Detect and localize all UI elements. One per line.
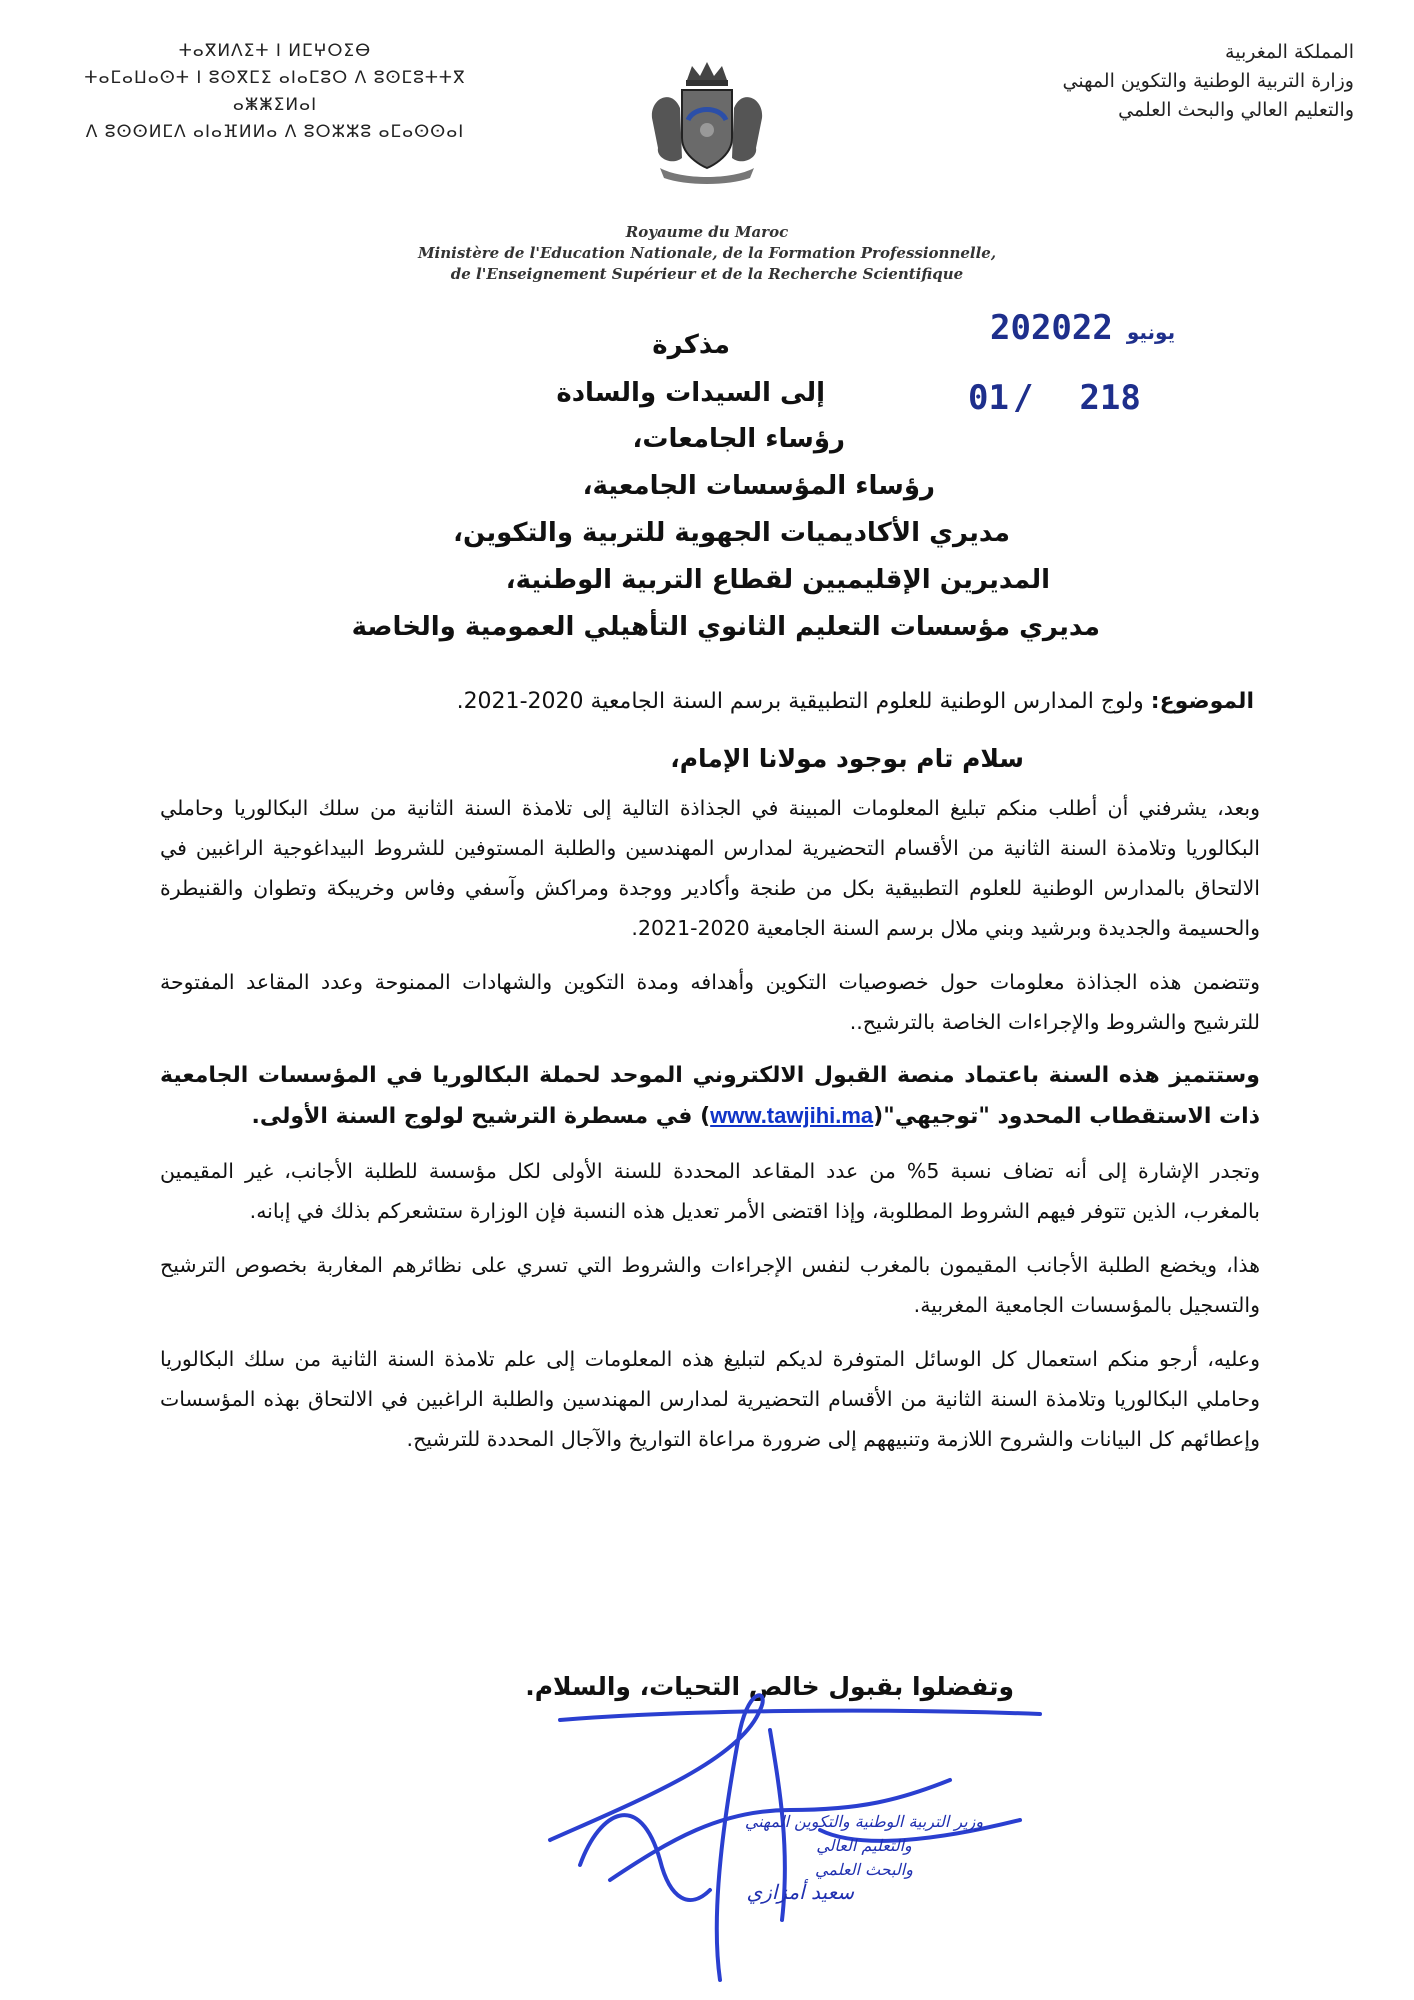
tawjihi-link[interactable]: www.tawjihi.ma xyxy=(710,1103,874,1128)
french-header-line: Ministère de l'Education Nationale, de la Formation Professionnelle, xyxy=(417,244,997,262)
addressee-line: المديرين الإقليميين لقطاع التربية الوطنية، xyxy=(505,565,1050,595)
header-tifinagh xyxy=(40,38,510,146)
memo-greeting: سلام تام بوجود مولانا الإمام، xyxy=(670,744,1024,773)
body-paragraph: وتجدر الإشارة إلى أنه تضاف نسبة 5% من عدد المقاعد المحددة للسنة الأولى لكل مؤسسة للطلبة الأجانب، غير المقيمين بالمغرب، الذين تتوفر فيهم الشروط المطلوبة، وإذا اقتضى الأمر تعديل هذه النسبة فإن الوزارة ستشعركم بذلك في إبانه. xyxy=(160,1159,1260,1223)
body-paragraph: وعليه، أرجو منكم استعمال كل الوسائل المتوفرة لديكم لتبليغ هذه المعلومات إلى علم تلامذة السنة الثانية من سلك البكالوريا وحاملي البكالوريا وتلامذة السنة الثانية من الأقسام التحضيرية لمدارس المهندسين والطلبة الراغبين في الالتحاق بهذه المؤسسات وإعطائهم كل البيانات والشروح اللازمة وتنبيههم إلى ضرورة مراعاة التواريخ والآجال المحددة للترشيح. xyxy=(160,1347,1260,1451)
memo-subject xyxy=(154,686,1254,718)
subject-text: ولوج المدارس الوطنية للعلوم التطبيقية برسم السنة الجامعية 2020-2021. xyxy=(456,689,1151,714)
addressee-line: مديري الأكاديميات الجهوية للتربية والتكوين، xyxy=(453,518,1010,548)
royal-coat-of-arms-icon xyxy=(642,58,772,188)
stamp-number: 01 / 218 xyxy=(968,378,1141,418)
highlight-text-after: ) في مسطرة الترشيح لولوج السنة الأولى. xyxy=(251,1104,711,1129)
addressee-line: مديري مؤسسات التعليم الثانوي التأهيلي العمومية والخاصة xyxy=(351,612,1100,642)
highlight-text-before: وستتميز هذه السنة باعتماد منصة القبول الالكتروني الموحد لحملة البكالوريا في المؤسسات الجامعية ذات الاستقطاب المحدود "توجيهي"( xyxy=(160,1063,1260,1129)
stamp-month: يونيو xyxy=(1126,320,1176,344)
addressee-line: رؤساء الجامعات، xyxy=(632,424,845,454)
stamp-day: 22 xyxy=(1071,308,1113,348)
memo-title: مذكرة xyxy=(652,330,730,360)
signatory-name: سعيد أمزازي xyxy=(746,1880,854,1904)
tifinagh-line: ⵜⴰⵎⴰⵡⴰⵙⵜ ⵏ ⵓⵙⴳⵎⵉ ⴰⵏⴰⵎⵓⵔ ⴷ ⵓⵙⵎⵓⵜⵜⴳ ⴰⵥⵥⵉⵍⴰⵏ xyxy=(84,68,466,115)
body-paragraph: وبعد، يشرفني أن أطلب منكم تبليغ المعلومات المبينة في الجذاذة التالية إلى تلامذة السنة الثانية من سلك البكالوريا وحاملي البكالوريا وتلامذة السنة الثانية من الأقسام التحضيرية لمدارس المهندسين والطلبة المستوفين للشروط البيداغوجية الراغبين في الالتحاق بالمدارس الوطنية للعلوم التطبيقية بكل من طنجة وأكادير ووجدة ومراكش وآسفي وفاس وخريبكة وتطوان والقنيطرة والحسيمة والجديدة وبرشيد وبني ملال برسم السنة الجامعية 2020-2021. xyxy=(160,796,1260,940)
signatory-title-line: وزير التربية الوطنية والتكوين المهني والتعليم العالي xyxy=(744,1812,984,1855)
addressee-line: رؤساء المؤسسات الجامعية، xyxy=(582,471,935,501)
memo-closing: وتفضلوا بقبول خالص التحيات، والسلام. xyxy=(525,1672,1014,1701)
french-header-line: Royaume du Maroc xyxy=(625,223,789,241)
arabic-header-line: وزارة التربية الوطنية والتكوين المهني xyxy=(1062,70,1354,92)
stamp-year: 2020 xyxy=(990,308,1072,348)
subject-label: الموضوع: xyxy=(1150,689,1254,714)
french-header-line: de l'Enseignement Supérieur et de la Recherche Scientifique xyxy=(450,265,964,283)
stamp-date xyxy=(990,308,1189,348)
signatory-title xyxy=(734,1810,994,1882)
stamp-number-value: 218 xyxy=(1079,378,1141,418)
arabic-header-line: المملكة المغربية xyxy=(1225,41,1354,63)
tifinagh-line: ⵜⴰⴳⵍⴷⵉⵜ ⵏ ⵍⵎⵖⵔⵉⴱ xyxy=(178,41,372,61)
addressee-line: إلى السيدات والسادة xyxy=(556,378,825,408)
memo-body xyxy=(160,788,1260,1473)
body-paragraph-highlight xyxy=(160,1056,1260,1137)
arabic-header-line: والتعليم العالي والبحث العلمي xyxy=(1118,99,1354,121)
tifinagh-line: ⴷ ⵓⵙⵙⵍⵎⴷ ⴰⵏⴰⴼⵍⵍⴰ ⴷ ⵓⵔⵣⵣⵓ ⴰⵎⴰⵙⵙⴰⵏ xyxy=(85,122,465,142)
stamp-number-prefix: 01 xyxy=(968,378,1009,418)
header-french xyxy=(300,222,1114,285)
header-arabic xyxy=(974,38,1354,125)
body-paragraph: وتتضمن هذه الجذاذة معلومات حول خصوصيات التكوين وأهدافه ومدة التكوين والشهادات الممنوحة وعدد المقاعد المفتوحة للترشيح والشروط والإجراءات الخاصة بالترشيح.. xyxy=(160,970,1260,1034)
signatory-title-line: والبحث العلمي xyxy=(815,1860,913,1879)
body-paragraph: هذا، ويخضع الطلبة الأجانب المقيمون بالمغرب لنفس الإجراءات والشروط التي تسري على نظائرهم المغاربة بخصوص الترشيح والتسجيل بالمؤسسات الجامعية المغربية. xyxy=(160,1253,1260,1317)
